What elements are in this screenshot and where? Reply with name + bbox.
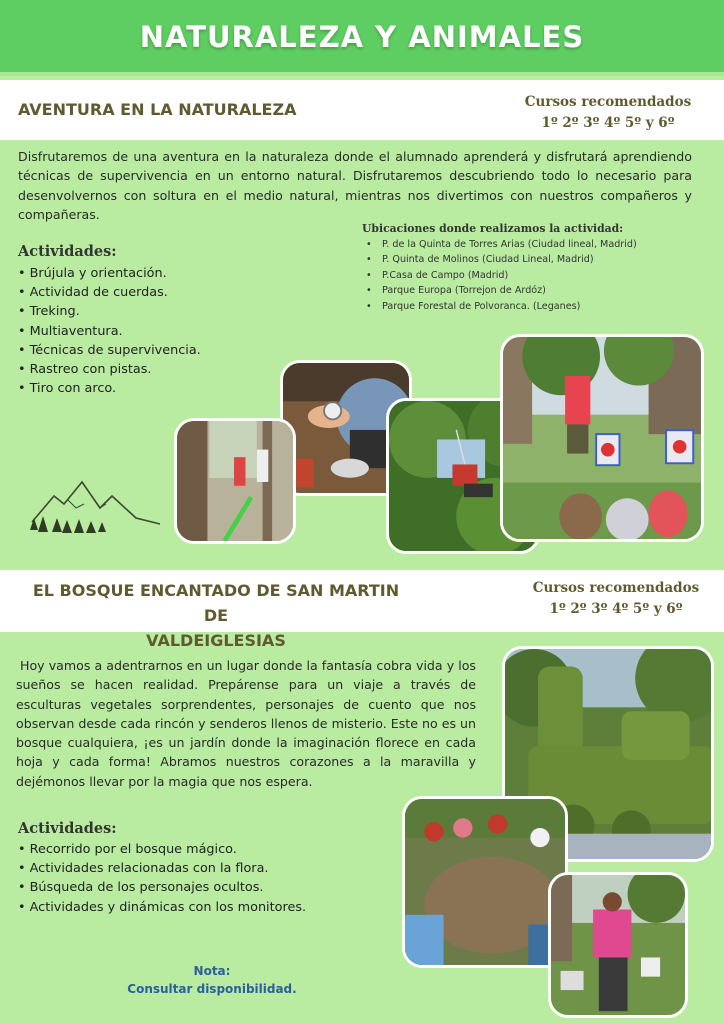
location-item: • Parque Europa (Torrejon de Ardóz) [366, 283, 706, 298]
section1-activities-title: Actividades: [18, 243, 117, 260]
location-item: • P. Quinta de Molinos (Ciudad Lineal, Madrid) [366, 252, 706, 267]
activity-item: • Búsqueda de los personajes ocultos. [18, 878, 318, 897]
section2-description: Hoy vamos a adentrarnos en un lugar donde la fantasía cobra vida y los sueños se hacen realidad. Prepárense para un viaje a través de esculturas vegetales sorprendentes, personajes de cuento que nos observan desde cada rincón y senderos llenos de misterio. Este no es un bosque cualquiera, ¡es un jardín donde la imaginación florece en cada hoja y cada forma! Abramos nuestros corazones a la maravilla y dejémonos llevar por la magia que nos espera. [16, 658, 476, 789]
section1-description: Disfrutaremos de una aventura en la naturaleza donde el alumnado aprenderá y disfrutará aprendiendo técnicas de supervivencia en un entorno natural. Disfrutaremos descubriendo todo lo necesario para desenvolvernos con soltura en el medio natural, mientras nos divertimos con nuestros compañeros y compañeras. [18, 149, 692, 222]
section2-activities-title: Actividades: [18, 820, 117, 837]
activity-item: • Rastreo con pistas. [18, 360, 278, 379]
mountains-icon [24, 474, 164, 536]
photo-rope-walk [174, 418, 296, 544]
note-label: Nota: [193, 964, 231, 978]
activity-item: • Tiro con arco. [18, 379, 278, 398]
section2-title-line1: EL BOSQUE ENCANTADO DE SAN MARTIN DE [32, 581, 400, 625]
locations-list [366, 237, 706, 314]
page-title: NATURALEZA Y ANIMALES [139, 20, 585, 54]
section2-courses-label: Cursos recomendados [532, 580, 700, 596]
section2-courses-values: 1º 2º 3º 4º 5º y 6º [549, 601, 683, 617]
location-item: • Parque Forestal de Polvoranca. (Leganes) [366, 299, 706, 314]
activity-item: • Treking. [18, 302, 278, 321]
section2-title-line2: VALDEIGLESIAS [146, 631, 286, 650]
section1-courses [508, 92, 708, 134]
section1-activities-list [18, 264, 278, 398]
location-item: • P.Casa de Campo (Madrid) [366, 268, 706, 283]
section1-courses-values: 1º 2º 3º 4º 5º y 6º [541, 115, 675, 131]
activity-item: • Recorrido por el bosque mágico. [18, 840, 318, 859]
note [112, 962, 312, 998]
activity-item: • Actividades y dinámicas con los monitores. [18, 898, 318, 917]
activity-item: • Brújula y orientación. [18, 264, 278, 283]
section1-courses-label: Cursos recomendados [524, 94, 692, 110]
locations-title: Ubicaciones donde realizamos la actividad: [362, 222, 624, 235]
activity-item: • Actividades relacionadas con la flora. [18, 859, 318, 878]
section2-activities-list [18, 840, 318, 917]
photo-archery [500, 334, 704, 542]
activity-item: • Actividad de cuerdas. [18, 283, 278, 302]
photo-group-circle [402, 796, 568, 968]
note-text: Consultar disponibilidad. [127, 982, 297, 996]
location-item: • P. de la Quinta de Torres Arias (Ciudad lineal, Madrid) [366, 237, 706, 252]
section2-courses [516, 578, 716, 620]
section2-title [20, 578, 412, 653]
section1-title: AVENTURA EN LA NATURALEZA [18, 100, 297, 119]
activity-item: • Multiaventura. [18, 322, 278, 341]
activity-item: • Técnicas de supervivencia. [18, 341, 278, 360]
photo-monitor [548, 872, 688, 1018]
